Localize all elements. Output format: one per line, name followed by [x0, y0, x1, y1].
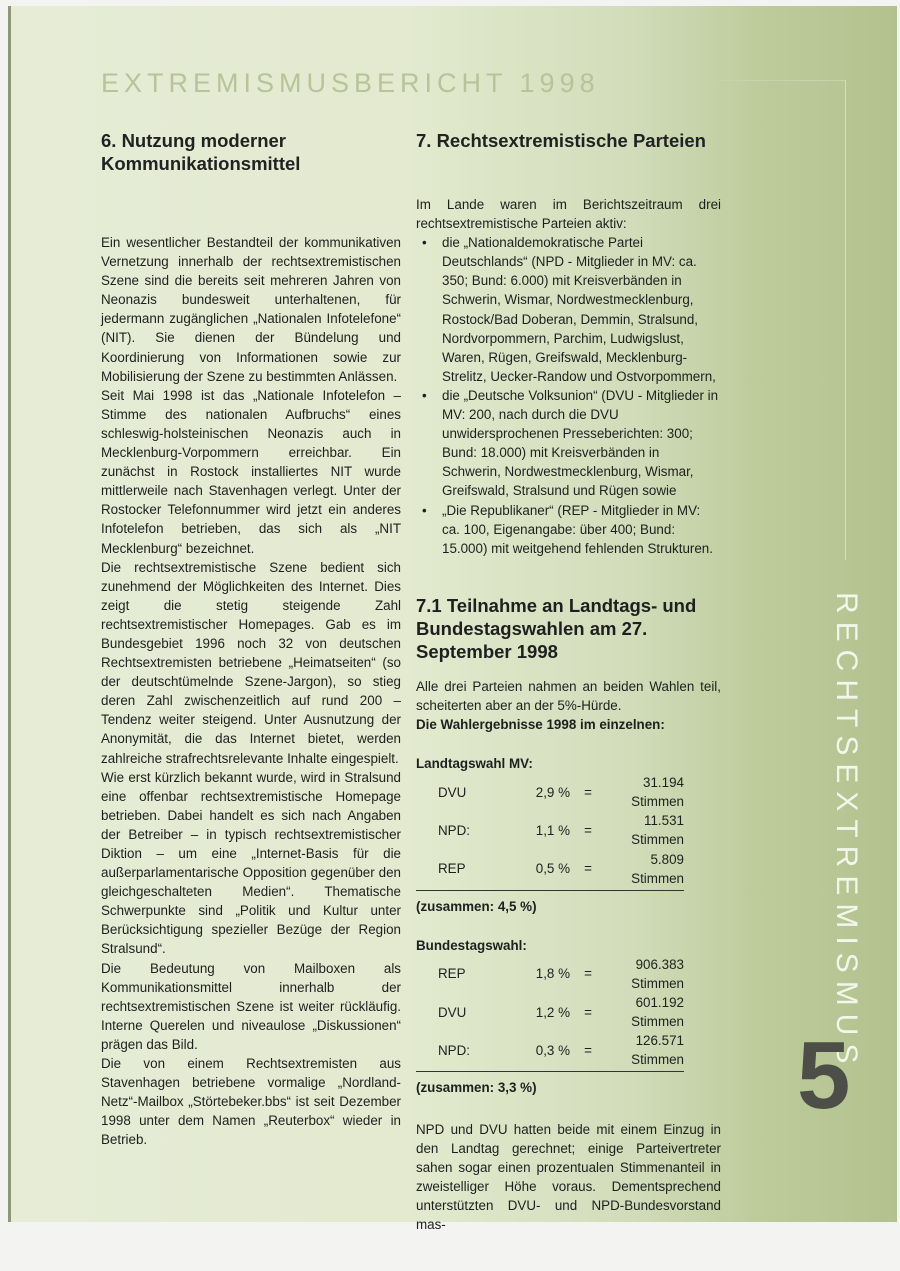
- paragraph: Wie erst kürzlich bekannt wurde, wird in Stralsund eine offenbar rechtsextremistische Homepage betrieben. Dabei handelt es sich nach Angaben der Betreiber – in typisch rechtsextremistischer Diktion – um eine „Internet-Basis für die außerparlamentarische Opposition gegenüber den gleichgeschalteten Medien“. Thematische Schwerpunkte sind „Politik und Kultur unter Berücksichtigung spezieller Bezüge der Region Stralsund“.: [101, 769, 401, 957]
- table-rule: [416, 890, 684, 891]
- table-row: [416, 850, 684, 888]
- header-rule: [716, 80, 846, 81]
- table-row: [416, 1031, 684, 1069]
- equals-cell: =: [584, 1004, 592, 1020]
- votes-cell: 906.383 Stimmen: [631, 956, 684, 991]
- percent-cell: 1,8 %: [535, 966, 570, 982]
- paragraph: Ein wesentlicher Bestandteil der kommunikativen Vernetzung innerhalb der rechtsextremistischen Szene sind die bereits seit mehreren Jahren von Neonazis bundesweit unterhaltenen, für jedermann zugänglichen „Nationalen Infotelefone“ (NIT). Sie dienen der Bündelung und Koordinierung von Informationen sowie zur Mobilisierung der Szene zu bestimmten Anlässen.: [101, 235, 401, 384]
- chapter-side-title: RECHTSEXTREMISMUS: [830, 592, 863, 1072]
- table-row: [416, 773, 684, 811]
- percent-cell: 2,9 %: [535, 784, 570, 800]
- parties-intro: Im Lande waren im Berichtszeitraum drei rechtsextremistische Parteien aktiv:: [416, 197, 721, 232]
- equals-cell: =: [584, 1042, 592, 1058]
- paragraph: Die rechtsextremistische Szene bedient sich zunehmend der Möglichkeiten des Internet. Dies zeigt die stetig steigende Zahl rechtsextremistischer Homepages. Gab es im Bundesgebiet 1996 noch 32 von deutschen Rechtsextremisten betriebene „Heimatseiten“ (so der deutschtümelnde Szene-Jargon), so stieg deren Zahl zwischenzeitlich auf rund 200 – Tendenz weiter steigend. Unter Ausnutzung der Anonymität, die das Internet bietet, werden zahlreiche strafrechtsrelevante Inhalte eingespielt.: [101, 559, 401, 766]
- party-cell: NPD:: [438, 822, 470, 838]
- landtag-results-table: [416, 773, 684, 888]
- list-item: • die „Deutsche Volksunion“ (DVU - Mitglieder in MV: 200, nach durch die DVU unwidersprochenen Presseberichten: 300; Bund: 18.000) mit Kreisverbänden in Schwerin, Nordwestmecklenburg, Wismar, Greifswald, Stralsund und Rügen sowie: [416, 386, 721, 501]
- closing-paragraph: NPD und DVU hatten beide mit einem Einzug in den Landtag gerechnet; einige Parteivertreter sahen sogar einen prozentualen Stimmenanteil in zweistelliger Höhe voraus. Dementsprechend unterstützten DVU- und NPD-Bundesvorstand mas-: [416, 1121, 721, 1233]
- paragraph: Die von einem Rechtsextremisten aus Stavenhagen betriebene vormalige „Nordland-Netz“-Mailbox „Störtebeker.bbs“ ist seit Dezember 1998 unter dem Namen „Reuterbox“ wieder in Betrieb.: [101, 1056, 401, 1148]
- landtag-total: (zusammen: 4,5 %): [416, 898, 537, 914]
- bundestag-title: Bundestagswahl:: [416, 937, 527, 953]
- votes-cell: 31.194 Stimmen: [631, 775, 684, 810]
- running-header: EXTREMISMUSBERICHT 1998: [101, 68, 600, 98]
- party-cell: REP: [438, 966, 466, 982]
- table-row: [416, 955, 684, 993]
- list-item: • „Die Republikaner“ (REP - Mitglieder in MV: ca. 100, Eigenangabe: über 400; Bund: 15.000) mit weitgehend fehlenden Strukturen.: [416, 501, 721, 558]
- percent-cell: 1,2 %: [535, 1004, 570, 1020]
- list-item: • die „Nationaldemokratische Partei Deutschlands“ (NPD - Mitglieder in MV: ca. 350; Bund: 6.000) mit Kreisverbänden in Schwerin, Wismar, Nordwestmecklenburg, Rostock/Bad Doberan, Demmin, Stralsund, Nordvorpommern, Parchim, Ludwigslust, Waren, Rügen, Greifswald, Mecklenburg-Strelitz, Uecker-Randow und Ostvorpommern,: [416, 233, 721, 386]
- left-column: [101, 129, 401, 1150]
- bundestag-total: (zusammen: 3,3 %): [416, 1080, 537, 1096]
- right-column: [416, 129, 721, 1234]
- percent-cell: 1,1 %: [535, 822, 570, 838]
- table-row: [416, 811, 684, 849]
- section-heading-7: 7. Rechtsextremistische Parteien: [416, 130, 706, 151]
- party-cell: NPD:: [438, 1042, 470, 1058]
- table-rule: [416, 1071, 684, 1072]
- side-rule: [845, 80, 846, 560]
- table-row: [416, 993, 684, 1031]
- landtag-title: Landtagswahl MV:: [416, 756, 533, 772]
- percent-cell: 0,5 %: [535, 861, 570, 877]
- section-heading-7-1: 7.1 Teilnahme an Landtags- und Bundestagswahlen am 27. September 1998: [416, 594, 697, 662]
- paragraph: Die Bedeutung von Mailboxen als Kommunikationsmittel innerhalb der rechtsextremistischen Szene ist weiter rückläufig. Interne Querelen und niveaulose „Diskussionen“ prägen das Bild.: [101, 960, 401, 1052]
- votes-cell: 601.192 Stimmen: [631, 995, 684, 1030]
- votes-cell: 5.809 Stimmen: [631, 851, 684, 886]
- party-cell: DVU: [438, 784, 467, 800]
- party-cell: DVU: [438, 1004, 467, 1020]
- chapter-number: 5: [797, 1022, 851, 1129]
- section-heading-6: 6. Nutzung moderner Kommunikationsmittel: [101, 130, 301, 174]
- election-intro: Alle drei Parteien nahmen an beiden Wahlen teil, scheiterten aber an der 5%-Hürde.: [416, 678, 721, 713]
- equals-cell: =: [584, 784, 592, 800]
- paragraph: Seit Mai 1998 ist das „Nationale Infotelefon – Stimme des nationalen Aufbruchs“ eines schleswig-holsteinischen Neonazis auch in Mecklenburg-Vorpommern erreichbar. Ein zunächst in Rostock installiertes NIT wurde mittlerweile nach Stavenhagen verlegt. Unter der Rostocker Telefonnummer wird jetzt ein anderes Infotelefon betrieben, das sich als „NIT Mecklenburg“ bezeichnet.: [101, 387, 401, 556]
- bundestag-results-table: [416, 955, 684, 1070]
- equals-cell: =: [584, 861, 592, 877]
- votes-cell: 126.571 Stimmen: [631, 1033, 684, 1068]
- equals-cell: =: [584, 822, 592, 838]
- document-page: [8, 6, 897, 1233]
- votes-cell: 11.531 Stimmen: [631, 813, 684, 848]
- party-list: [416, 233, 721, 558]
- party-cell: REP: [438, 861, 466, 877]
- equals-cell: =: [584, 966, 592, 982]
- percent-cell: 0,3 %: [535, 1042, 570, 1058]
- election-details-label: Die Wahlergebnisse 1998 im einzelnen:: [416, 716, 665, 732]
